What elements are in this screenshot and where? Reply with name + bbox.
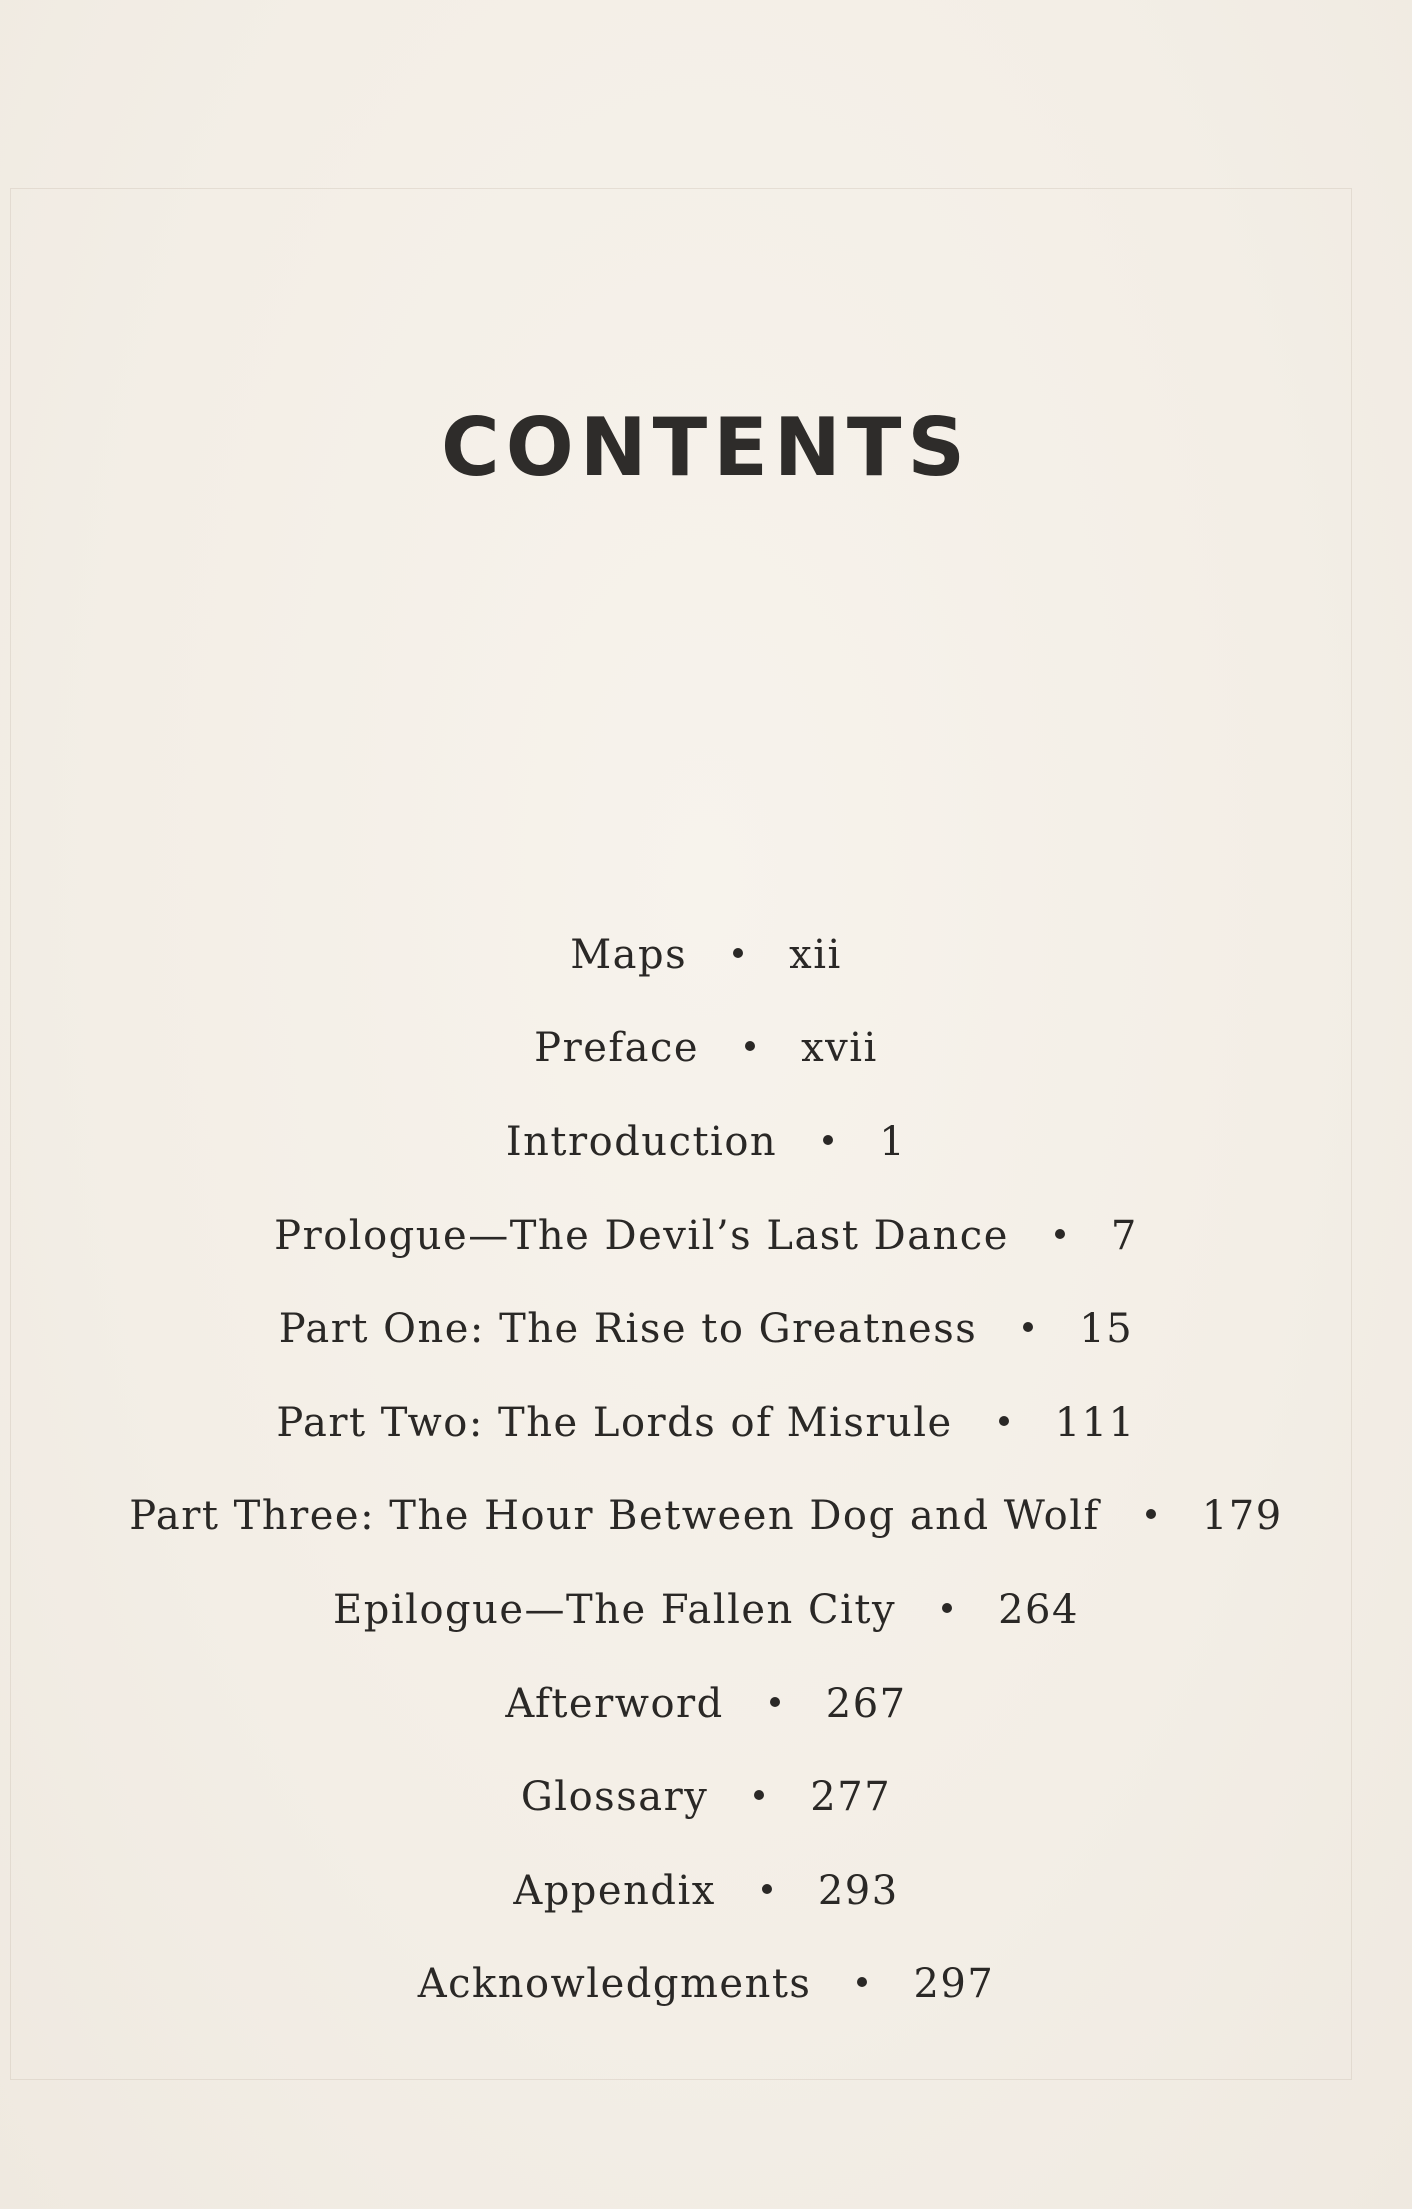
bullet-icon [1146,1509,1156,1519]
toc-entry-label: Epilogue—The Fallen City [333,1586,897,1633]
toc-entry-page: 15 [1079,1306,1134,1353]
toc-entry-introduction [0,1095,1412,1189]
toc-entry-page: 267 [825,1680,907,1727]
toc-entry-label: Part Three: The Hour Between Dog and Wolf [129,1493,1100,1540]
toc-entry-page: xvii [801,1025,878,1072]
bullet-icon [733,948,743,958]
toc-entry-appendix [0,1844,1412,1938]
toc-entry-page: 297 [913,1961,995,2008]
toc-entry-page: 277 [810,1774,892,1821]
toc-entry-label: Maps [570,931,688,978]
toc-entry-label: Prologue—The Devil’s Last Dance [274,1212,1009,1259]
toc-entry-prologue [0,1189,1412,1283]
bullet-icon [1023,1322,1033,1332]
toc-entry-label: Glossary [520,1774,709,1821]
toc-entry-acknowledgments [0,1938,1412,2032]
toc-entry-page: 1 [879,1118,907,1165]
toc-entry-part-one [0,1282,1412,1376]
bullet-icon [823,1135,833,1145]
toc-entry-afterword [0,1657,1412,1751]
toc-entry-epilogue [0,1563,1412,1657]
toc-entry-page: 264 [998,1586,1079,1633]
toc-entry-label: Appendix [513,1867,716,1914]
toc-entry-label: Acknowledgments [417,1961,812,2008]
toc-entry-part-three [0,1470,1412,1564]
bullet-icon [999,1416,1009,1426]
bullet-icon [762,1884,772,1894]
bullet-icon [745,1041,755,1051]
bullet-icon [1055,1229,1065,1239]
toc-entry-label: Afterword [505,1680,724,1727]
toc-entry-label: Part Two: The Lords of Misrule [276,1399,953,1446]
toc-entry-preface [0,1002,1412,1096]
toc-entry-maps [0,908,1412,1002]
bullet-icon [770,1697,780,1707]
toc-entry-page: xii [789,931,842,978]
bullet-icon [754,1790,764,1800]
toc-entry-page: 7 [1110,1212,1138,1259]
toc-entry-page: 111 [1054,1399,1136,1446]
toc-entry-page: 179 [1201,1493,1283,1540]
bullet-icon [942,1603,952,1613]
table-of-contents [0,908,1412,2031]
toc-entry-part-two [0,1376,1412,1470]
toc-entry-label: Introduction [505,1118,778,1165]
toc-entry-page: 293 [817,1867,899,1914]
page-title: CONTENTS [440,401,972,494]
toc-entry-label: Preface [534,1025,700,1072]
toc-entry-glossary [0,1750,1412,1844]
toc-entry-label: Part One: The Rise to Greatness [278,1306,978,1353]
bullet-icon [857,1977,867,1987]
